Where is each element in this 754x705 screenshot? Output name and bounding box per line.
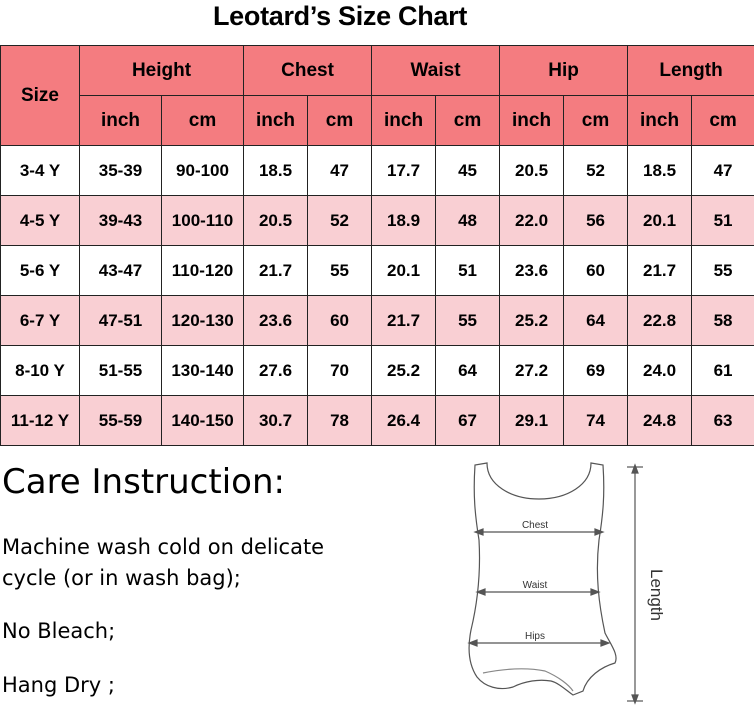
value-cell: 64 [436,346,500,396]
value-cell: 20.1 [628,196,692,246]
value-cell: 20.1 [372,246,436,296]
value-cell: 48 [436,196,500,246]
value-cell: 56 [564,196,628,246]
value-cell: 47 [308,146,372,196]
group-header-length: Length [628,46,754,96]
value-cell: 25.2 [372,346,436,396]
value-cell: 22.0 [500,196,564,246]
value-cell: 20.5 [500,146,564,196]
value-cell: 74 [564,396,628,446]
group-header-waist: Waist [372,46,500,96]
value-cell: 21.7 [628,246,692,296]
value-cell: 47-51 [80,296,162,346]
value-cell: 55 [692,246,754,296]
value-cell: 30.7 [244,396,308,446]
value-cell: 20.5 [244,196,308,246]
value-cell: 45 [436,146,500,196]
unit-header: cm [564,96,628,146]
value-cell: 18.9 [372,196,436,246]
value-cell: 52 [564,146,628,196]
value-cell: 18.5 [244,146,308,196]
value-cell: 69 [564,346,628,396]
value-cell: 22.8 [628,296,692,346]
size-cell: 8-10 Y [1,346,80,396]
leotard-outline [469,463,616,695]
unit-header: cm [436,96,500,146]
table-row [1,396,754,446]
leotard-diagram [455,455,754,705]
value-cell: 27.2 [500,346,564,396]
size-cell: 6-7 Y [1,296,80,346]
value-cell: 23.6 [244,296,308,346]
unit-header: inch [80,96,162,146]
unit-header: inch [500,96,564,146]
size-chart-table [0,45,754,446]
value-cell: 64 [564,296,628,346]
value-cell: 51-55 [80,346,162,396]
hips-label: Hips [524,631,546,642]
size-cell: 3-4 Y [1,146,80,196]
value-cell: 58 [692,296,754,346]
unit-header-row [1,96,754,146]
value-cell: 100-110 [162,196,244,246]
value-cell: 120-130 [162,296,244,346]
value-cell: 63 [692,396,754,446]
length-label: Length [647,569,666,621]
chest-label: Chest [521,520,549,531]
value-cell: 35-39 [80,146,162,196]
value-cell: 51 [692,196,754,246]
care-line-bleach: No Bleach; [2,619,116,643]
table-row [1,296,754,346]
value-cell: 52 [308,196,372,246]
group-header-hip: Hip [500,46,628,96]
unit-header: cm [692,96,754,146]
size-cell: 11-12 Y [1,396,80,446]
value-cell: 39-43 [80,196,162,246]
unit-header: inch [628,96,692,146]
value-cell: 67 [436,396,500,446]
value-cell: 140-150 [162,396,244,446]
value-cell: 130-140 [162,346,244,396]
value-cell: 55 [308,246,372,296]
value-cell: 110-120 [162,246,244,296]
value-cell: 23.6 [500,246,564,296]
unit-header: inch [244,96,308,146]
table-row [1,196,754,246]
table-row [1,246,754,296]
value-cell: 55 [436,296,500,346]
size-cell: 5-6 Y [1,246,80,296]
group-header-chest: Chest [244,46,372,96]
unit-header: inch [372,96,436,146]
value-cell: 90-100 [162,146,244,196]
value-cell: 61 [692,346,754,396]
table-row [1,346,754,396]
value-cell: 60 [564,246,628,296]
value-cell: 26.4 [372,396,436,446]
unit-header: cm [162,96,244,146]
value-cell: 78 [308,396,372,446]
value-cell: 21.7 [372,296,436,346]
value-cell: 21.7 [244,246,308,296]
group-header-height: Height [80,46,244,96]
group-header-row [1,46,754,96]
size-cell: 4-5 Y [1,196,80,246]
value-cell: 43-47 [80,246,162,296]
value-cell: 55-59 [80,396,162,446]
value-cell: 27.6 [244,346,308,396]
page-title: Leotard’s Size Chart [212,1,468,31]
unit-header: cm [308,96,372,146]
size-header: Size [1,46,80,146]
value-cell: 17.7 [372,146,436,196]
table-row [1,146,754,196]
value-cell: 47 [692,146,754,196]
value-cell: 25.2 [500,296,564,346]
value-cell: 29.1 [500,396,564,446]
care-title: Care Instruction: [2,462,285,502]
care-line-dry: Hang Dry ; [2,673,115,697]
waist-label: Waist [522,580,548,591]
value-cell: 70 [308,346,372,396]
value-cell: 60 [308,296,372,346]
care-line-wash: Machine wash cold on delicate cycle (or in wash bag); [2,535,325,590]
value-cell: 18.5 [628,146,692,196]
value-cell: 24.8 [628,396,692,446]
value-cell: 51 [436,246,500,296]
value-cell: 24.0 [628,346,692,396]
